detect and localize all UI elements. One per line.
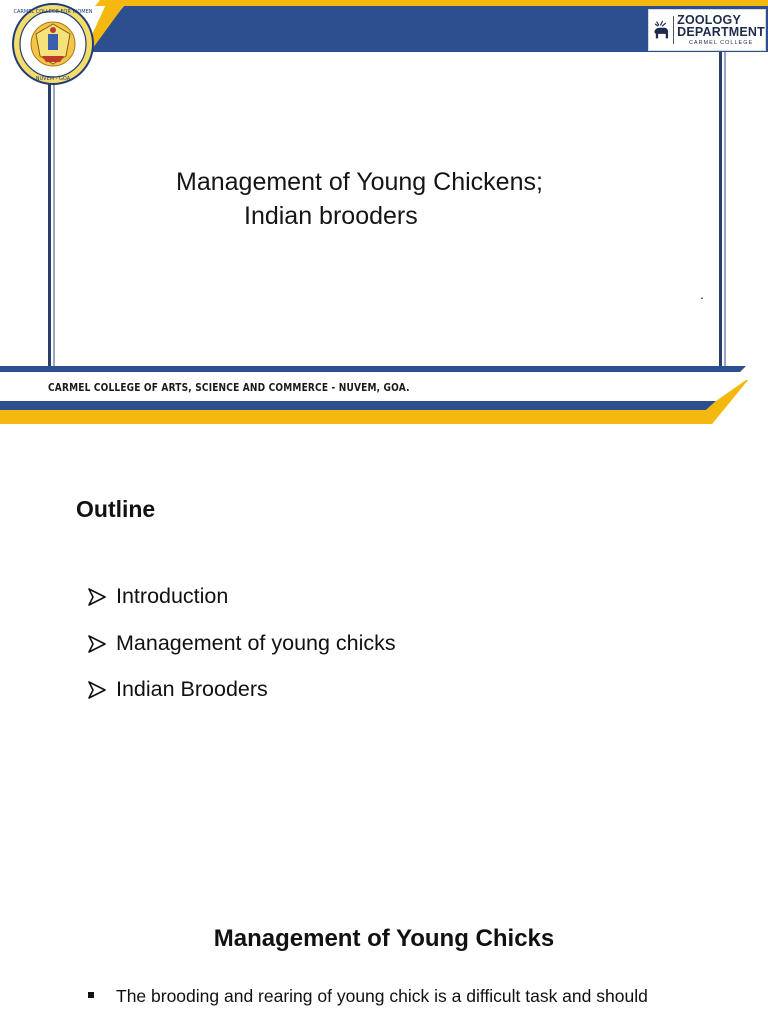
- slide-title-line1: Management of Young Chickens;: [176, 168, 543, 196]
- stray-dot: .: [700, 286, 704, 302]
- management-heading: Management of Young Chicks: [213, 925, 555, 952]
- square-bullet-icon: [88, 992, 94, 998]
- bullet-paragraph: [88, 986, 648, 1007]
- outline-list: [88, 584, 396, 724]
- college-crest-logo: [12, 0, 94, 100]
- crest-ring-bottom-text: NUVEM - GOA: [35, 76, 71, 82]
- outline-heading: Outline: [76, 496, 156, 522]
- deer-mascot-icon: [652, 15, 670, 45]
- footer-college-name: CARMEL COLLEGE OF ARTS, SCIENCE AND COMMERCE - NUVEM, GOA.: [48, 382, 410, 394]
- zoology-department-logo: [648, 9, 766, 51]
- dept-logo-line2: DEPARTMENT: [677, 25, 765, 40]
- arrow-bullet-icon: [88, 631, 106, 657]
- slide-title-line2: Indian brooders: [244, 202, 418, 230]
- outline-item-label: Introduction: [116, 584, 229, 608]
- title-slide: [0, 0, 768, 430]
- list-item: [88, 631, 396, 678]
- dept-logo-line3: CARMEL COLLEGE: [688, 39, 754, 46]
- dept-logo-line1: ZOOLOGY: [677, 12, 742, 27]
- bullet-text: The brooding and rearing of young chick is a difficult task and should: [116, 986, 648, 1006]
- crest-ring-top-text: CARMEL COLLEGE FOR WOMEN: [13, 9, 93, 15]
- arrow-bullet-icon: [88, 677, 106, 703]
- list-item: [88, 584, 396, 631]
- outline-item-label: Management of young chicks: [116, 630, 396, 655]
- list-item: [88, 677, 396, 724]
- outline-item-label: Indian Brooders: [116, 677, 268, 701]
- logo-separator: [673, 16, 674, 44]
- arrow-bullet-icon: [88, 584, 106, 610]
